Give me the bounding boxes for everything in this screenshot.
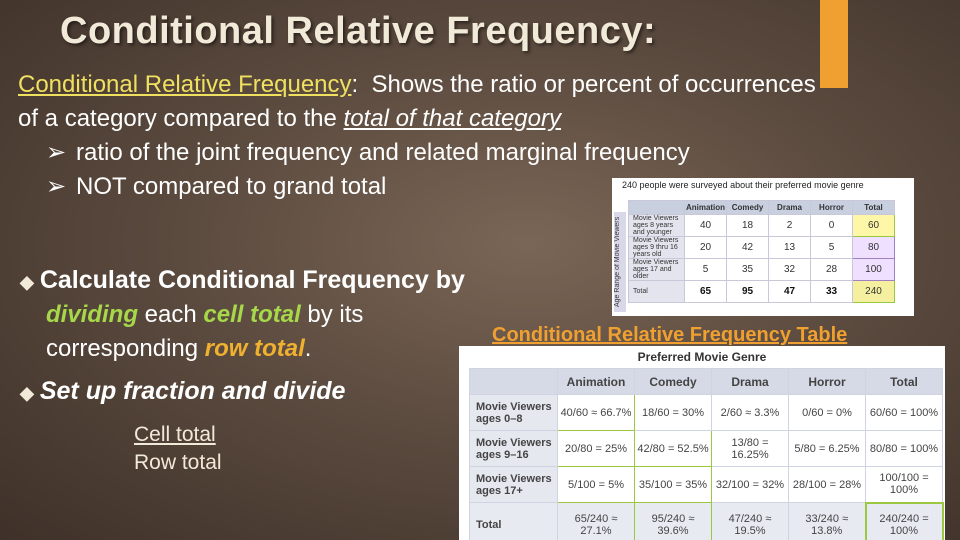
table-cell: 2	[769, 215, 811, 237]
definition	[18, 68, 818, 136]
table-cell: 60	[853, 215, 895, 237]
table-cell: Comedy	[635, 369, 712, 395]
table-cell: 32/100 = 32%	[712, 467, 789, 503]
table-cell: 2/60 ≈ 3.3%	[712, 395, 789, 431]
cond-grid	[469, 368, 944, 540]
arrow-icon: ➢	[46, 139, 67, 166]
table-cell: 5	[685, 259, 727, 281]
definition-term: Conditional Relative Frequency	[18, 71, 352, 98]
table-row	[629, 201, 895, 215]
table-cell: Horror	[789, 369, 866, 395]
table-cell: 95/240 ≈ 39.6%	[635, 503, 712, 540]
table-cell: Total	[629, 281, 685, 303]
conditional-table	[459, 346, 945, 540]
survey-side-label: Age Range of Movie Viewers	[614, 212, 626, 312]
table-cell: Animation	[685, 201, 727, 215]
arrow-icon: ➢	[46, 173, 67, 200]
table-cell: 47/240 ≈ 19.5%	[712, 503, 789, 540]
table-cell: 5/80 = 6.25%	[789, 431, 866, 467]
table-cell: 240/240 = 100%	[866, 503, 943, 540]
bullet-heading: Set up fraction and divide	[39, 377, 346, 405]
table-cell: 32	[769, 259, 811, 281]
table-cell: 0/60 = 0%	[789, 395, 866, 431]
cond-table-header: Preferred Movie Genre	[637, 350, 767, 364]
table-caption: Conditional Relative Frequency Table	[492, 324, 848, 346]
bullet-calculate	[20, 266, 465, 295]
table-row	[629, 237, 895, 259]
table-cell	[470, 369, 558, 395]
table-cell: Animation	[558, 369, 635, 395]
arrow-text: ratio of the joint frequency and related marginal frequency	[76, 139, 690, 166]
arrow-item-2	[46, 170, 386, 204]
table-cell: Movie Viewers ages 17+	[470, 467, 558, 503]
text-span: .	[304, 335, 312, 362]
diamond-bullet-icon: ◆	[20, 383, 34, 403]
table-cell: 47	[769, 281, 811, 303]
table-cell: 40	[685, 215, 727, 237]
table-cell: 0	[811, 215, 853, 237]
definition-underlined: total of that category	[343, 105, 561, 132]
row-total-text: row total	[204, 335, 305, 362]
text-span: each	[138, 301, 204, 328]
table-cell: 20/80 = 25%	[558, 431, 635, 467]
table-cell: 35/100 = 35%	[635, 467, 712, 503]
table-cell: 28/100 = 28%	[789, 467, 866, 503]
survey-table	[612, 178, 914, 316]
table-row	[629, 215, 895, 237]
table-cell: Total	[866, 369, 943, 395]
table-cell: 40/60 ≈ 66.7%	[558, 395, 635, 431]
table-cell: 13/80 = 16.25%	[712, 431, 789, 467]
cell-total-text: cell total	[203, 301, 301, 328]
arrow-text: NOT compared to grand total	[76, 173, 387, 200]
table-cell: 42	[727, 237, 769, 259]
table-cell: 5/100 = 5%	[558, 467, 635, 503]
table-cell: 95	[727, 281, 769, 303]
table-cell: 33	[811, 281, 853, 303]
table-cell: Movie Viewers ages 0–8	[470, 395, 558, 431]
table-cell: 5	[811, 237, 853, 259]
bullet-heading: Calculate Conditional Frequency by	[39, 266, 465, 294]
definition-text: Shows the ratio or percent of occurrences of a category compared to the	[18, 71, 816, 132]
table-cell: Horror	[811, 201, 853, 215]
survey-grid	[628, 200, 895, 303]
table-cell	[629, 201, 685, 215]
table-cell: 80	[853, 237, 895, 259]
table-cell: 35	[727, 259, 769, 281]
table-cell: 240	[853, 281, 895, 303]
table-cell: Comedy	[727, 201, 769, 215]
bullet-setup	[20, 377, 345, 406]
table-row	[629, 281, 895, 303]
table-row	[470, 467, 943, 503]
table-row	[470, 503, 943, 540]
table-cell: 80/80 = 100%	[866, 431, 943, 467]
legend-cell-total: Cell total	[134, 423, 216, 446]
table-cell: Drama	[769, 201, 811, 215]
table-cell: 65	[685, 281, 727, 303]
table-cell: Movie Viewers ages 9 thru 16 years old	[629, 237, 685, 259]
table-row	[470, 431, 943, 467]
table-cell: Movie Viewers ages 17 and older	[629, 259, 685, 281]
table-cell: Total	[853, 201, 895, 215]
table-cell: 60/60 = 100%	[866, 395, 943, 431]
table-cell: 100	[853, 259, 895, 281]
table-cell: 20	[685, 237, 727, 259]
table-cell: 28	[811, 259, 853, 281]
accent-bar	[820, 0, 848, 88]
table-cell: 13	[769, 237, 811, 259]
table-cell: Movie Viewers ages 9–16	[470, 431, 558, 467]
table-cell: Total	[470, 503, 558, 540]
diamond-bullet-icon: ◆	[20, 272, 34, 292]
table-cell: 100/100 = 100%	[866, 467, 943, 503]
table-cell: 18/60 = 30%	[635, 395, 712, 431]
legend-row-total: Row total	[134, 451, 222, 474]
table-cell: 33/240 ≈ 13.8%	[789, 503, 866, 540]
table-row	[470, 369, 943, 395]
table-cell: Drama	[712, 369, 789, 395]
text-span: by its corresponding	[46, 301, 364, 362]
table-cell: 65/240 ≈ 27.1%	[558, 503, 635, 540]
table-row	[470, 395, 943, 431]
table-cell: Movie Viewers ages 8 years and younger	[629, 215, 685, 237]
dividing-text: dividing	[46, 301, 138, 328]
table-cell: 18	[727, 215, 769, 237]
survey-title: 240 people were surveyed about their preferred movie genre	[622, 180, 864, 190]
table-row	[629, 259, 895, 281]
arrow-item-1	[46, 136, 690, 170]
bullet-calculate-body	[46, 298, 466, 366]
definition-colon: :	[351, 71, 359, 98]
page-title: Conditional Relative Frequency:	[60, 10, 657, 52]
table-cell: 42/80 = 52.5%	[635, 431, 712, 467]
